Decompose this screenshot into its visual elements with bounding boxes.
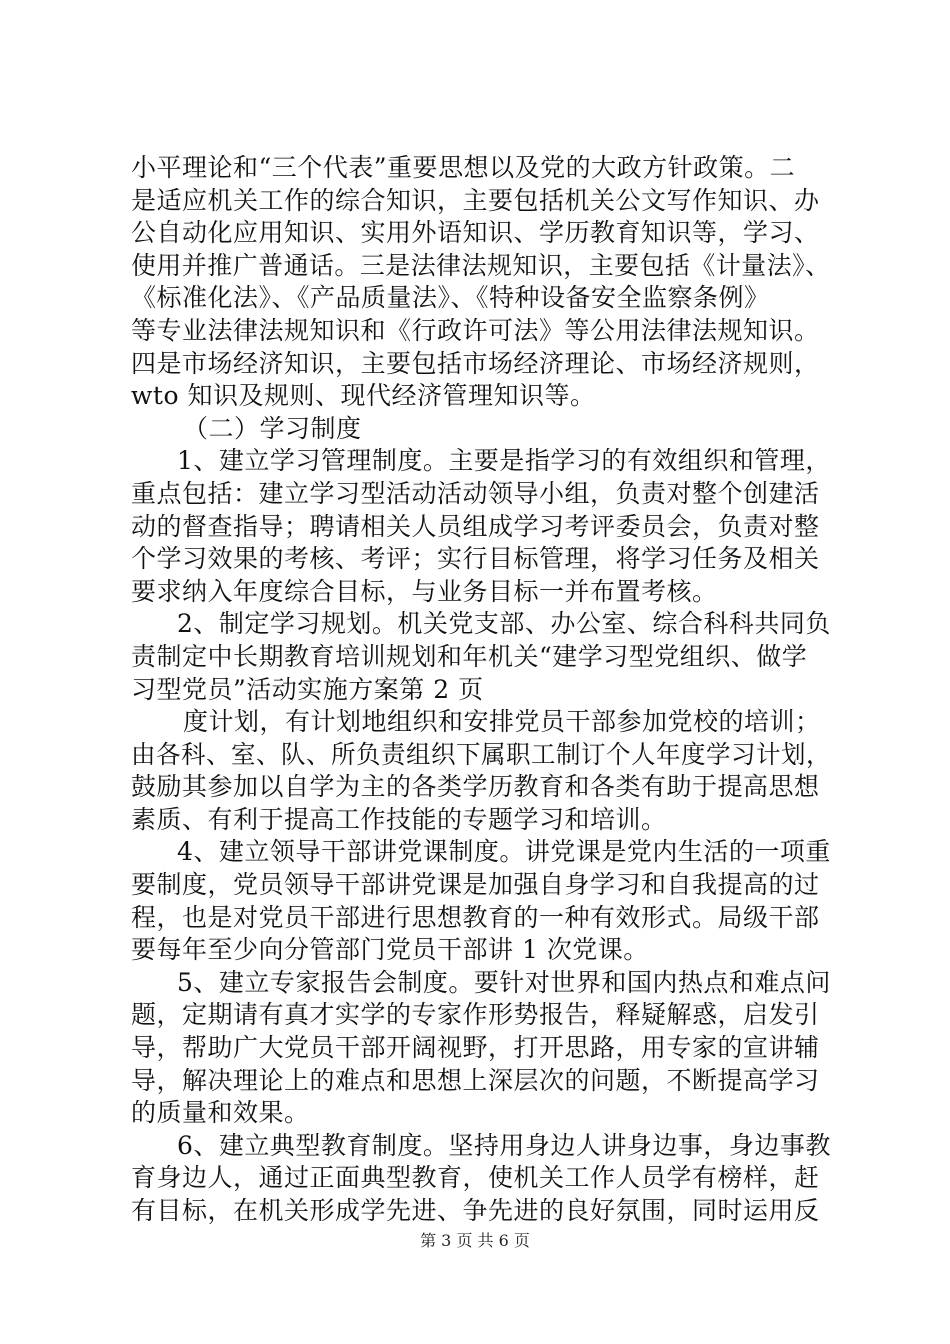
text-line: 1、建立学习管理制度。主要是指学习的有效组织和管理， (177, 446, 831, 476)
text-line: 导，帮助广大党员干部开阔视野，打开思路，用专家的宣讲辅 (131, 1033, 820, 1063)
text-line: 等专业法律法规知识和《行政许可法》等公用法律法规知识。 (131, 315, 820, 345)
text-line: 四是市场经济知识，主要包括市场经济理论、市场经济规则， (131, 348, 820, 378)
text-line: 题，定期请有真才实学的专家作形势报告，释疑解惑，启发引 (131, 1000, 820, 1030)
text-line: 6、建立典型教育制度。坚持用身边人讲身边事，身边事教 (177, 1130, 831, 1160)
text-line: 要求纳入年度综合目标，与业务目标一并布置考核。 (131, 576, 718, 606)
text-line: 度计划，有计划地组织和安排党员干部参加党校的培训； (183, 707, 821, 737)
document-body (131, 152, 831, 1228)
text-line: 《标准化法》、《产品质量法》、《特种设备安全监察条例》 (131, 283, 770, 313)
text-line: 使用并推广普通话。三是法律法规知识，主要包括《计量法》、 (131, 250, 831, 280)
text-line: 导，解决理论上的难点和思想上深层次的问题，不断提高学习 (131, 1065, 820, 1095)
text-line: 要制度，党员领导干部讲党课是加强自身学习和自我提高的过 (131, 870, 820, 900)
text-line: 素质、有利于提高工作技能的专题学习和培训。 (131, 804, 667, 834)
section-heading: （二）学习制度 (183, 413, 362, 443)
text-line: 习型党员”活动实施方案第 2 页 (131, 674, 484, 704)
text-line: 有目标，在机关形成学先进、争先进的良好氛围，同时运用反 (131, 1196, 820, 1225)
text-line: 责制定中长期教育培训规划和年机关“建学习型党组织、做学 (131, 641, 808, 671)
text-line: 育身边人，通过正面典型教育，使机关工作人员学有榜样，赶 (131, 1163, 820, 1193)
text-line: 公自动化应用知识、实用外语知识、学历教育知识等，学习、 (131, 218, 820, 248)
text-line: wto 知识及规则、现代经济管理知识等。 (131, 381, 596, 411)
text-line: 2、制定学习规划。机关党支部、办公室、综合科科共同负 (177, 609, 831, 639)
text-line: 动的督查指导；聘请相关人员组成学习考评委员会，负责对整 (131, 511, 820, 541)
text-line: 5、建立专家报告会制度。要针对世界和国内热点和难点问 (177, 967, 831, 997)
text-line: 由各科、室、队、所负责组织下属职工制订个人年度学习计划， (131, 739, 832, 769)
text-line: 4、建立领导干部讲党课制度。讲党课是党内生活的一项重 (177, 837, 831, 867)
text-line: 个学习效果的考核、考评；实行目标管理，将学习任务及相关 (131, 544, 820, 574)
page-footer: 第 3 页 共 6 页 (420, 1231, 530, 1250)
text-line: 程，也是对党员干部进行思想教育的一种有效形式。局级干部 (131, 902, 820, 932)
text-line: 是适应机关工作的综合知识，主要包括机关公文写作知识、办 (131, 185, 820, 215)
text-line: 要每年至少向分管部门党员干部讲 1 次党课。 (131, 935, 649, 965)
text-line: 的质量和效果。 (131, 1098, 310, 1128)
text-line: 小平理论和“三个代表”重要思想以及党的大政方针政策。二 (131, 153, 796, 182)
text-line: 重点包括：建立学习型活动活动领导小组，负责对整个创建活 (131, 478, 820, 508)
text-line: 鼓励其参加以自学为主的各类学历教育和各类有助于提高思想 (131, 772, 820, 802)
